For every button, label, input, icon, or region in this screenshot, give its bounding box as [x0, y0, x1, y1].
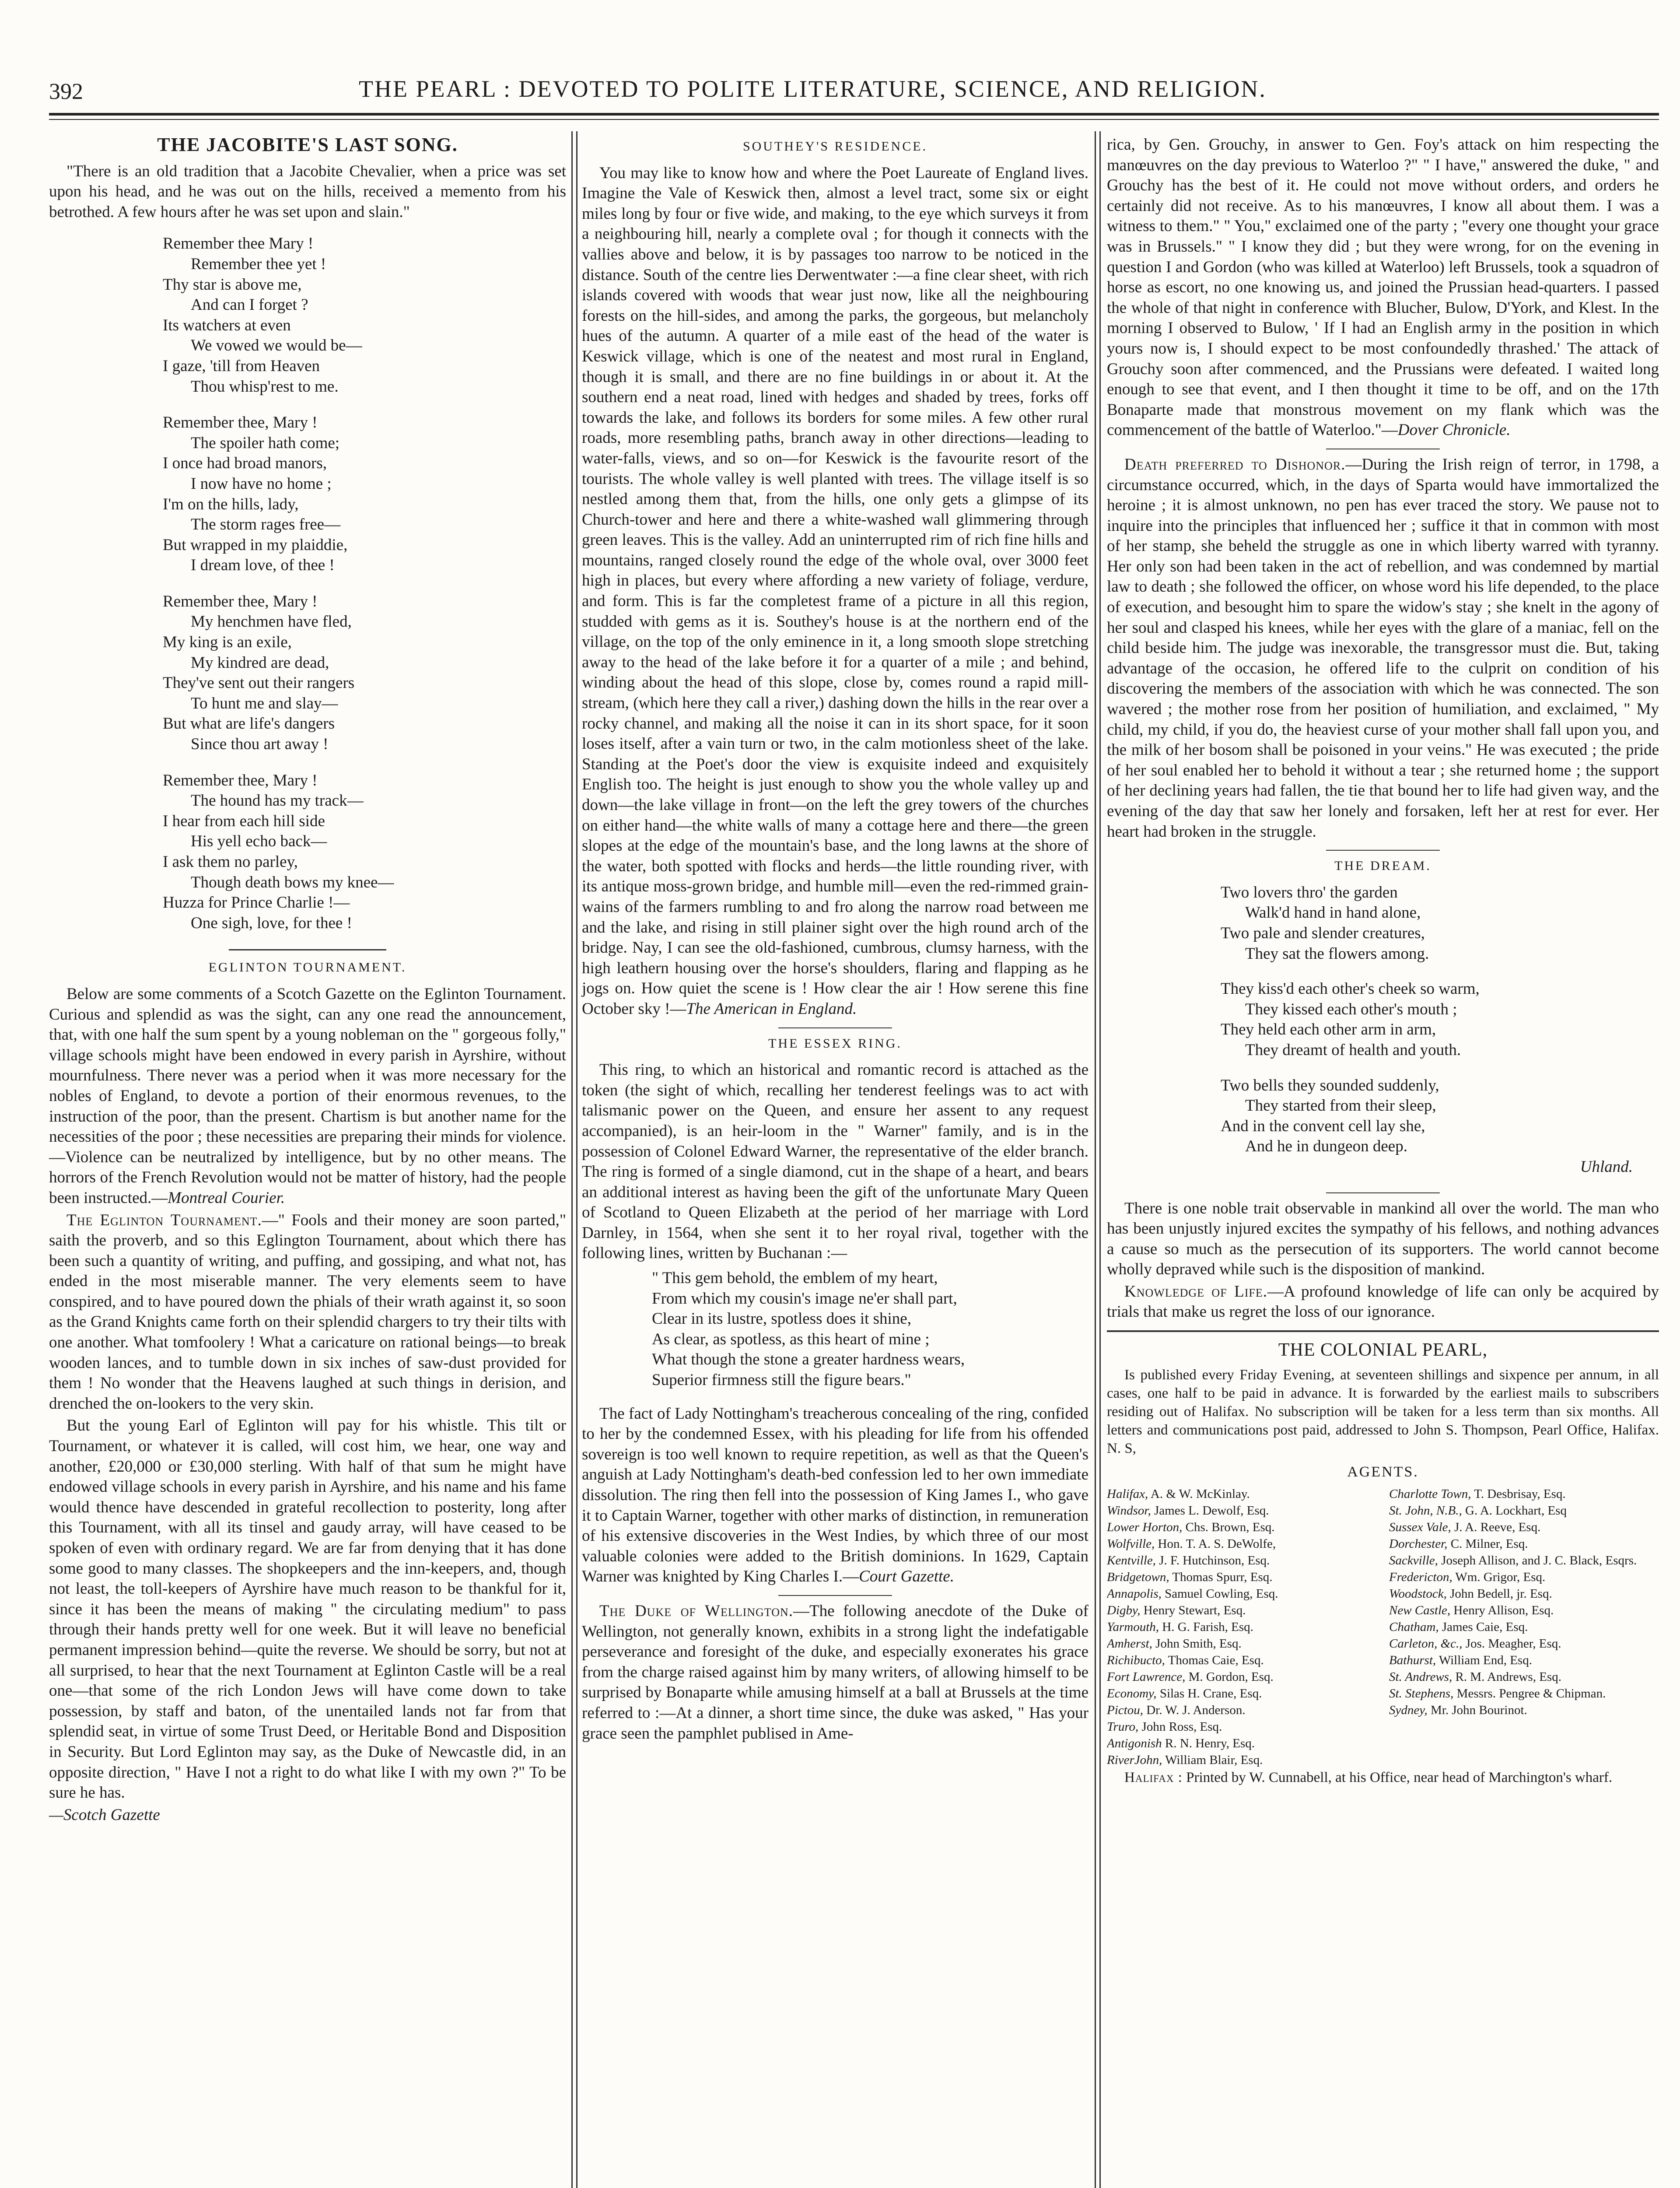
poem-line: To hunt me and slay— [191, 694, 338, 712]
agent-name: Chs. Brown, Esq. [1182, 1520, 1275, 1535]
agent-name: William End, Esq. [1436, 1653, 1532, 1668]
agent-name: Joseph Allison, and J. C. Black, Esqrs. [1438, 1553, 1637, 1568]
agents-left-column [1107, 1486, 1377, 1768]
agent-entry [1389, 1552, 1659, 1569]
agent-entry [1389, 1652, 1659, 1669]
agents-heading: AGENTS. [1347, 1463, 1419, 1480]
southey-heading: SOUTHEY'S RESIDENCE. [742, 139, 928, 154]
agent-name: William Blair, Esq. [1162, 1753, 1263, 1767]
eglinton-p1-text: Below are some comments of a Scotch Gazette on the Eglinton Tournament. Curious and splendid as was the sight, can any one read the announcement, that, with one half the sum spent by a young nobleman on the " gorgeous folly," village schools might have been endowed in every parish in Ayrshire, without mournfulness. There never was a period when it was more necessary for the nobles of England, to devote a portion of their enormous revenues, to the instruction of the poor, than the present. Chartism is but another name for the necessities of the poor ; these necessities are preparing their minds for violence.—Violence can be neutralized by intelligence, but by no other means. The horrors of the French Revolution would not be matter of history, had the people been instructed.— [49, 985, 566, 1207]
agent-entry [1107, 1585, 1377, 1602]
column-divider-2 [1095, 131, 1101, 2188]
essex-p2-text: The fact of Lady Nottingham's treacherous concealing of the ring, confided to her by the condemned Essex, with his pleading for life from his offended sovereign is too well known to require repetition, as well as that the Queen's anguish at Lady Nottingham's death-bed confession led to her own immediate dissolution. The ring then fell into the possession of King James I., who gave it to Captain Warner, together with other marks of distinction, in remuneration of his extensive discoveries in the West Indies, by which three of our most valuable colonies were added to the British dominions. In 1629, Captain Warner was knighted by King Charles I.— [582, 1404, 1088, 1586]
southey-citation: The American in England. [686, 999, 857, 1018]
agent-place: Kentville, [1107, 1553, 1156, 1568]
agent-place: Pictou, [1107, 1703, 1143, 1718]
agent-entry [1107, 1536, 1377, 1552]
poem-line: I'm on the hills, lady, [163, 495, 299, 513]
eglinton-heading: EGLINTON TOURNAMENT. [208, 960, 407, 975]
song-poem [49, 234, 566, 933]
poem-line: They held each other arm in arm, [1221, 1020, 1436, 1039]
knowledge-lead: Knowledge of Life. [1124, 1282, 1267, 1301]
agent-entry [1107, 1702, 1377, 1718]
knowledge-paragraph [1107, 1282, 1659, 1322]
agent-name: J. F. Hutchinson, Esq. [1155, 1553, 1270, 1568]
agent-place: Wolfville, [1107, 1537, 1155, 1551]
agent-place: St. Andrews, [1389, 1670, 1452, 1684]
agent-name: R. N. Henry, Esq. [1162, 1736, 1255, 1751]
duke-text: —The following anecdote of the Duke of Wellington, not generally known, exhibits in a strong light the indefatigable perseverance and foresight of the duke, and especially exonerates his grace from the charge raised against him by many writers, of allowing himself to be surprised by Bonaparte while amusing himself at a ball at Brussels at the time referred to :—At a dinner, a short time since, the duke was asked, " Has your grace seen the pamphlet publised in Ame- [582, 1602, 1088, 1743]
section-rule [778, 1595, 892, 1596]
poem-line: I now have no home ; [191, 474, 332, 493]
agent-entry [1107, 1652, 1377, 1669]
agent-entry [1107, 1552, 1377, 1569]
column-2 [582, 135, 1088, 1746]
dream-stanza [1221, 1076, 1659, 1157]
agent-name: Jos. Meagher, Esq. [1462, 1637, 1561, 1651]
agent-entry [1107, 1619, 1377, 1635]
song-stanza [163, 413, 566, 576]
poem-line: But wrapped in my plaiddie, [163, 536, 348, 554]
agent-name: M. Gordon, Esq. [1185, 1670, 1274, 1684]
agent-name: Henry Stewart, Esq. [1140, 1603, 1246, 1618]
agent-entry [1107, 1685, 1377, 1702]
agents-list [1107, 1486, 1659, 1768]
poem-line: The spoiler hath come; [191, 434, 340, 452]
eglinton-p1-citation: Montreal Courier. [168, 1189, 285, 1207]
poem-line: My kindred are dead, [191, 653, 329, 672]
poem-line: Remember thee Mary ! [163, 235, 314, 253]
essex-heading: THE ESSEX RING. [768, 1036, 902, 1051]
song-title: THE JACOBITE'S LAST SONG. [157, 134, 458, 155]
agent-place: Fredericton, [1389, 1570, 1452, 1585]
essex-paragraph-1: This ring, to which an historical and romantic record is attached as the token (the sight of which, recalling her tenderest feelings was to act with talismanic power on the Queen, and ensure her assent to any request accompanied), is an heir-loom in the " Warner" family, and is in the possession of Colonel Edward Warner, the representative of the elder branch. The ring is formed of a single diamond, cut in the shape of a heart, and bears an additional interest as having been the gift of the unfortunate Mary Queen of Scotland to Queen Elizabeth at the period of her marriage with Lord Darnley, in 1564, when she sent it to her royal rival, together with the following lines, written by Buchanan :— [582, 1061, 1088, 1262]
poem-line: Walk'd hand in hand alone, [1245, 904, 1421, 922]
header-rule-thick [49, 113, 1659, 116]
poem-line: We vowed we would be— [191, 337, 362, 355]
imprint [1107, 1768, 1659, 1787]
column-divider-1 [571, 131, 578, 2188]
agent-place: St. John, N.B., [1389, 1504, 1462, 1518]
agent-place: Dorchester, [1389, 1537, 1448, 1551]
poem-line: Remember thee, Mary ! [163, 414, 318, 432]
death-paragraph [1107, 455, 1659, 842]
agent-name: Thomas Spurr, Esq. [1169, 1570, 1273, 1585]
column-1 [49, 135, 566, 1827]
agent-place: Lower Horton, [1107, 1520, 1183, 1535]
agent-place: Sackville, [1389, 1553, 1438, 1568]
agent-entry [1389, 1635, 1659, 1652]
agent-entry [1389, 1536, 1659, 1552]
agents-right-column [1389, 1486, 1659, 1768]
poem-line: One sigh, love, for thee ! [191, 914, 352, 932]
agent-entry [1389, 1502, 1659, 1519]
poem-line: They started from their sleep, [1245, 1097, 1436, 1115]
song-intro: "There is an old tradition that a Jacobite Chevalier, when a price was set upon his head, and he was out on the hills, received a memento from his betrothed. A few hours after he was set upon and slain." [49, 162, 566, 221]
agent-entry [1389, 1486, 1659, 1502]
song-stanza [163, 771, 566, 934]
agent-place: Sussex Vale, [1389, 1520, 1451, 1535]
agent-entry [1107, 1635, 1377, 1652]
agent-place: Sydney, [1389, 1703, 1428, 1718]
section-rule [229, 949, 386, 950]
southey-paragraph [582, 163, 1088, 1020]
essex-citation: Court Gazette. [859, 1567, 954, 1586]
agent-place: Digby, [1107, 1603, 1141, 1618]
poem-line: I once had broad manors, [163, 454, 327, 473]
section-rule [1326, 850, 1440, 851]
agent-name: Dr. W. J. Anderson. [1143, 1703, 1246, 1718]
agent-place: Antigonish [1107, 1736, 1162, 1751]
poem-line: And can I forget ? [191, 296, 308, 314]
poem-line: Two bells they sounded suddenly, [1221, 1076, 1439, 1094]
duke-citation: Dover Chronicle. [1397, 421, 1511, 439]
verse-line: Clear in its lustre, spotless does it shine, [652, 1310, 911, 1328]
agent-name: Henry Allison, Esq. [1450, 1603, 1554, 1618]
agent-entry [1107, 1718, 1377, 1735]
poem-line: Its watchers at even [163, 316, 291, 334]
eglinton-paragraph-1 [49, 984, 566, 1209]
section-rule [778, 1027, 892, 1028]
poem-line: They've sent out their rangers [163, 674, 355, 692]
poem-line: Remember thee, Mary ! [163, 592, 318, 610]
agent-entry [1389, 1669, 1659, 1685]
poem-line: I dream love, of thee ! [191, 556, 335, 575]
agent-place: St. Stephens, [1389, 1687, 1454, 1701]
knowledge-text: —A profound knowledge of life can only be acquired by trials that make us regret the loss of our ignorance. [1107, 1282, 1659, 1321]
agent-place: Economy, [1107, 1687, 1157, 1701]
agent-name: Hon. T. A. S. DeWolfe, [1155, 1537, 1276, 1551]
agent-place: Halifax, [1107, 1487, 1148, 1501]
agent-place: Carleton, &c., [1389, 1637, 1463, 1651]
poem-line: I ask them no parley, [163, 853, 298, 871]
buchanan-verse [652, 1268, 1088, 1391]
column-3 [1107, 135, 1659, 1788]
header-rule-thin [49, 119, 1659, 120]
agent-place: Woodstock, [1389, 1587, 1447, 1601]
agent-name: Messrs. Pengree & Chipman. [1453, 1687, 1606, 1701]
agent-place: Annapolis, [1107, 1587, 1162, 1601]
agent-name: A. & W. McKinlay. [1148, 1487, 1250, 1501]
colonial-pearl-notice: Is published every Friday Evening, at seventeen shillings and sixpence per annum, in all cases, one half to be paid in advance. It is forwarded by the earliest mails to subscribers residing out of Halifax. No subscription will be taken for a less term than six months. All letters and communications post paid, addressed to John S. Thompson, Pearl Office, Halifax. N. S, [1107, 1367, 1659, 1456]
agent-name: G. A. Lockhart, Esq [1462, 1504, 1567, 1518]
southey-text: You may like to know how and where the Poet Laureate of England lives. Imagine the Vale of Keswick then, almost a level tract, some six or eight miles long by four or five wide, and making, to the eye which surveys it from a neighbouring hill, nearly a complete oval ; for though it connects with the vallies above and below, it is by passages too narrow to be noticed in the distance. South of the centre lies Derwentwater :—a fine clear sheet, with rich islands covered with woods that wear just now, like all the neighbouring forests on the hill-sides, and among the parks, the gorgeous, but melancholy hues of the autumn. A quarter of a mile east of the head of the water is Keswick village, which is one of the neatest and most rural in England, though it is small, and there are no fine buildings in or about it. At the southern end a neat road, lined with hedges and shaded by trees, forks off towards the lake, and follows its borders for some miles. A few other rural roads, more resembling paths, branch away in other directions—leading to water-falls, views, and so on—for Keswick is the favourite resort of the tourists. The whole valley is well planted with trees. The village itself is so nestled among them that, from the hills, one only gets a glimpse of its Church-tower and here and there a white-washed wall glimmering through green leaves. This is the valley. Add an uninterrupted rim of rich fine hills and mountains, ranged closely round the edge of the whole oval, over 3000 feet high in places, but every where affording a new variety of foliage, verdure, and form. This is far the completest frame of a picture in all this region, studded with gems as it is. Southey's house is at the northern end of the village, on the top of the only eminence in it, a long smooth slope stretching away to the head of the lake before it for a quarter of a mile ; and behind, winding about the head of this slope, close by, comes round a rapid mill-stream, (which here they call a river,) dashing down the hills in the rear over a rocky channel, and making all the noise it can in its short space, for it soon loses itself, after a vain turn or two, in the calm motionless sheet of the lake. Standing at the Poet's door the view is exquisite indeed and exquisitely English too. The height is just enough to show you the whole valley up and down—the lake village in front—on the left the grey towers of the churches on either hand—the white walls of many a cottage here and there—the green slopes at the edge of the mountain's base, and the long lawns at the shore of the water, both spotted with flocks and herds—the little rounding river, with its antique moss-grown bridge, and humble mill—even the red-rimmed grain-wains of the farmers rumbling to and fro along the narrow road between me and the lake, and rising in still plainer sight over the high round arch of the bridge. Nay, I can see the old-fashioned, cumbrous, clumsy harness, with the high leathern housing over the horse's shoulders, flaring and flapping as he jogs on. How quiet the scene is ! How clear the air ! How serene this fine October sky !— [582, 164, 1088, 1018]
poem-line: Thou whisp'rest to me. [191, 377, 339, 396]
agent-name: Samuel Cowling, Esq. [1161, 1587, 1278, 1601]
agent-entry [1107, 1486, 1377, 1502]
trait-paragraph: There is one noble trait observable in mankind all over the world. The man who has been unjustly injured excites the sympathy of his fellows, and nothing advances a cause so much as the persecution of its supporters. The world cannot become wholly depraved while such is the disposition of mankind. [1107, 1199, 1659, 1279]
death-lead: Death preferred to Dishonor. [1124, 455, 1346, 473]
agent-entry [1389, 1519, 1659, 1536]
agent-name: H. G. Farish, Esq. [1159, 1620, 1253, 1634]
eglinton-p2-text: —" Fools and their money are soon parted," saith the proverb, and so this Eglington Tournament, about which there has been such a quantity of writing, and puffing, and gossiping, and what not, has ended in the most miserable manner. The very elements seem to have conspired, and to have poured down the phials of their wrath against it, so soon as the Grand Knights came forth on their splendid chargers to try their tilts with one another. What tomfoolery ! What a caricature on rational beings—to break wooden lances, and to tumble down in six inches of saw-dust provided for them ! No wonder that the Heavens laughed at such things in derision, and drenched the on-lookers to the very skin. [49, 1211, 566, 1413]
poem-line: And in the convent cell lay she, [1221, 1117, 1425, 1135]
poem-line: Remember thee yet ! [191, 255, 326, 273]
duke-continued [1107, 135, 1659, 441]
agent-name: James L. Dewolf, Esq. [1151, 1504, 1269, 1518]
song-stanza [163, 592, 566, 755]
agent-name: C. Milner, Esq. [1447, 1537, 1528, 1551]
poem-line: They kiss'd each other's cheek so warm, [1221, 980, 1480, 998]
agent-name: J. A. Reeve, Esq. [1451, 1520, 1541, 1535]
poem-line: Two lovers thro' the garden [1221, 883, 1398, 901]
agent-place: Chatham, [1389, 1620, 1439, 1634]
dream-stanza [1221, 883, 1659, 964]
verse-line: What though the stone a greater hardness wears, [652, 1350, 965, 1369]
agent-place: Charlotte Town, [1389, 1487, 1471, 1501]
dream-author: Uhland. [1580, 1157, 1633, 1176]
dream-stanza [1221, 979, 1659, 1060]
duke-lead: The Duke of Wellington. [599, 1602, 794, 1620]
verse-line: From which my cousin's image ne'er shall part, [652, 1289, 957, 1308]
agent-place: Fort Lawrence, [1107, 1670, 1186, 1684]
poem-line: And he in dungeon deep. [1245, 1137, 1407, 1156]
poem-line: Since thou art away ! [191, 735, 329, 754]
section-rule [1326, 1192, 1440, 1193]
agent-place: Truro, [1107, 1720, 1139, 1734]
poem-line: They dreamt of health and youth. [1245, 1041, 1461, 1059]
agent-place: Amherst, [1107, 1637, 1152, 1651]
agent-place: Windsor, [1107, 1504, 1151, 1518]
agent-entry [1389, 1702, 1659, 1718]
agent-name: Silas H. Crane, Esq. [1156, 1687, 1262, 1701]
verse-line: As clear, as spotless, as this heart of mine ; [652, 1330, 930, 1348]
duke-paragraph [582, 1601, 1088, 1744]
poem-line: They kissed each other's mouth ; [1245, 1000, 1457, 1018]
agent-place: Richibucto, [1107, 1653, 1165, 1668]
verse-line: Superior firmness still the figure bears." [652, 1371, 911, 1389]
agent-entry [1389, 1619, 1659, 1635]
agent-entry [1107, 1569, 1377, 1585]
agent-name: R. M. Andrews, Esq. [1452, 1670, 1561, 1684]
imprint-lead: Halifax : [1124, 1770, 1183, 1786]
colonial-rule [1107, 1330, 1659, 1332]
poem-line: The storm rages free— [191, 515, 341, 534]
agent-entry [1107, 1602, 1377, 1619]
poem-line: I gaze, 'till from Heaven [163, 357, 320, 375]
agent-entry [1389, 1569, 1659, 1585]
duke-cont-text: rica, by Gen. Grouchy, in answer to Gen. Foy's attack on him respecting the manœuvres on the day previous to Waterloo ?" " I have," answered the duke, " and Grouchy has the best of it. He could not move without orders, and orders he certainly did not receive. As to his manœuvres, I know all about them. I was a witness to them." " You," exclaimed one of the party ; "every one thought your grace was in Brussels." " I know they did ; but they were wrong, for on the evening in question I and Gordon (who was killed at Waterloo) left Brussels, took a squadron of horse as escort, no one knowing us, and joined the Prussian head-quarters. I passed the whole of that night in conference with Blucher, Bulow, D'York, and Klest. In the morning I observed to Bulow, ' If I had an English army in the position in which yours now is, I should expect to be most confoundedly thrashed.' The attack of Grouchy soon after commenced, and the Prussians were defeated. I waited long enough to see that event, and I then thought it time to be off, and on the 17th Bonaparte made that monstrous movement on my flank which was the commencement of the battle of Waterloo."— [1107, 136, 1659, 439]
poem-line: Huzza for Prince Charlie !— [163, 894, 350, 912]
page-number: 392 [49, 79, 83, 104]
poem-line: The hound has my track— [191, 792, 364, 810]
poem-line: But what are life's dangers [163, 715, 335, 733]
essex-paragraph-2 [582, 1404, 1088, 1587]
poem-line: His yell echo back— [191, 832, 327, 851]
agent-name: Wm. Grigor, Esq. [1452, 1570, 1546, 1585]
imprint-text: Printed by W. Cunnabell, at his Office, near head of Marchington's wharf. [1186, 1770, 1613, 1786]
agent-entry [1389, 1602, 1659, 1619]
agent-name: T. Desbrisay, Esq. [1471, 1487, 1566, 1501]
death-text: —During the Irish reign of terror, in 1798, a circumstance occurred, which, in the days of Sparta would have immortalized the heroine ; it is almost unknown, no pen has ever traced the story. We pause not to inquire into the principles that influenced her ; suffice it that in common with most of her stamp, she beheld the struggle as one in which liberty warred with tyranny. Her only son had been taken in the act of rebellion, and was condemned by martial law to death ; she followed the officer, on whose word his life depended, to the place of execution, and besought him to spare the widow's stay ; she knelt in the agony of her soul and clasped his knees, while her eyes with the glare of a maniac, fell on the child beside him. The judge was inexorable, the transgressor must die. But, taking advantage of the occasion, he offered life to the culprit on condition of his discovering the members of the association with which he was connected. The son wavered ; the mother rose from her position of humiliation, and exclaimed, " My child, my child, if you do, the heaviest curse of your mother shall fall upon you, and the milk of her bosom shall be poisoned in your veins." He was executed ; the pride of her soul enabled her to behold it without a tear ; she returned home ; the support of her declining years had fallen, the tie that bound her to life had given way, and the evening of the day that saw her lonely and forsaken, left her at rest for ever. Her heart had broken in the struggle. [1107, 455, 1659, 841]
agent-place: Yarmouth, [1107, 1620, 1159, 1634]
agent-entry [1389, 1585, 1659, 1602]
agent-place: New Castle, [1389, 1603, 1451, 1618]
agent-name: John Ross, Esq. [1138, 1720, 1222, 1734]
dream-heading: THE DREAM. [1334, 859, 1432, 873]
agent-entry [1107, 1752, 1377, 1768]
poem-line: They sat the flowers among. [1245, 944, 1429, 963]
poem-line: Though death bows my knee— [191, 873, 394, 891]
poem-line: My henchmen have fled, [191, 613, 352, 631]
agent-place: Bathurst, [1389, 1653, 1436, 1668]
poem-line: I hear from each hill side [163, 812, 325, 830]
song-stanza [163, 234, 566, 397]
eglinton-paragraph-3: But the young Earl of Eglinton will pay for his whistle. This tilt or Tournament, or whatever it is called, will cost him, we hear, one way and another, £20,000 or £30,000 sterling. With half of that sum he might have endowed village schools in every parish in Ayrshire, and his name and his fame would thence have descended in grateful recollection to posterity, long after this Tournament, with all its tinsel and gaudy array, will have ceased to be spoken of even with ordinary regard. We are far from denying that it has done some good to many classes. The shopkeepers and the inn-keepers, and, though not least, the toll-keepers of Ayrshire have much reason to be thankful for it, since it has been the means of making " the circulating medium" to pass through their hands pretty well for one week. But it will leave no beneficial permanent impression behind—quite the reverse. We should be sorry, but not at all surprised, to hear that the next Tournament at Eglinton Castle will be a real one—that some of the rich London Jews will have come down to take possession, by staff and baton, of the unentailed lands not far from that splendid seat, in virtue of some Trust Deed, or Heritable Bond and Disposition in Security. But Lord Eglinton may say, as the Duke of Newcastle did, in an opposite direction, " Have I not a right to do what like I with my own ?" To be sure he has. [49, 1417, 566, 1802]
agent-place: RiverJohn, [1107, 1753, 1162, 1767]
running-title: THE PEARL : DEVOTED TO POLITE LITERATURE, SCIENCE, AND RELIGION. [359, 76, 1267, 102]
agent-name: John Bedell, jr. Esq. [1446, 1587, 1552, 1601]
poem-line: Two pale and slender creatures, [1221, 924, 1425, 942]
poem-line: Thy star is above me, [163, 275, 302, 294]
agent-name: Mr. John Bourinot. [1427, 1703, 1527, 1718]
agent-name: James Caie, Esq. [1438, 1620, 1528, 1634]
agent-name: Thomas Caie, Esq. [1165, 1653, 1264, 1668]
agent-name: John Smith, Esq. [1152, 1637, 1242, 1651]
verse-line: " This gem behold, the emblem of my heart, [652, 1269, 938, 1287]
agent-entry [1107, 1669, 1377, 1685]
colonial-pearl-title: THE COLONIAL PEARL, [1278, 1340, 1488, 1360]
eglinton-p2-lead: The Eglinton Tournament. [66, 1211, 262, 1229]
agent-entry [1107, 1735, 1377, 1752]
agent-entry [1107, 1502, 1377, 1519]
dream-poem [1107, 883, 1659, 1157]
agent-place: Bridgetown, [1107, 1570, 1169, 1585]
agent-entry [1107, 1519, 1377, 1536]
agent-entry [1389, 1685, 1659, 1702]
poem-line: Remember thee, Mary ! [163, 771, 318, 789]
poem-line: My king is an exile, [163, 633, 292, 652]
eglinton-paragraph-2 [49, 1210, 566, 1414]
eglinton-p3-citation: —Scotch Gazette [49, 1806, 160, 1824]
